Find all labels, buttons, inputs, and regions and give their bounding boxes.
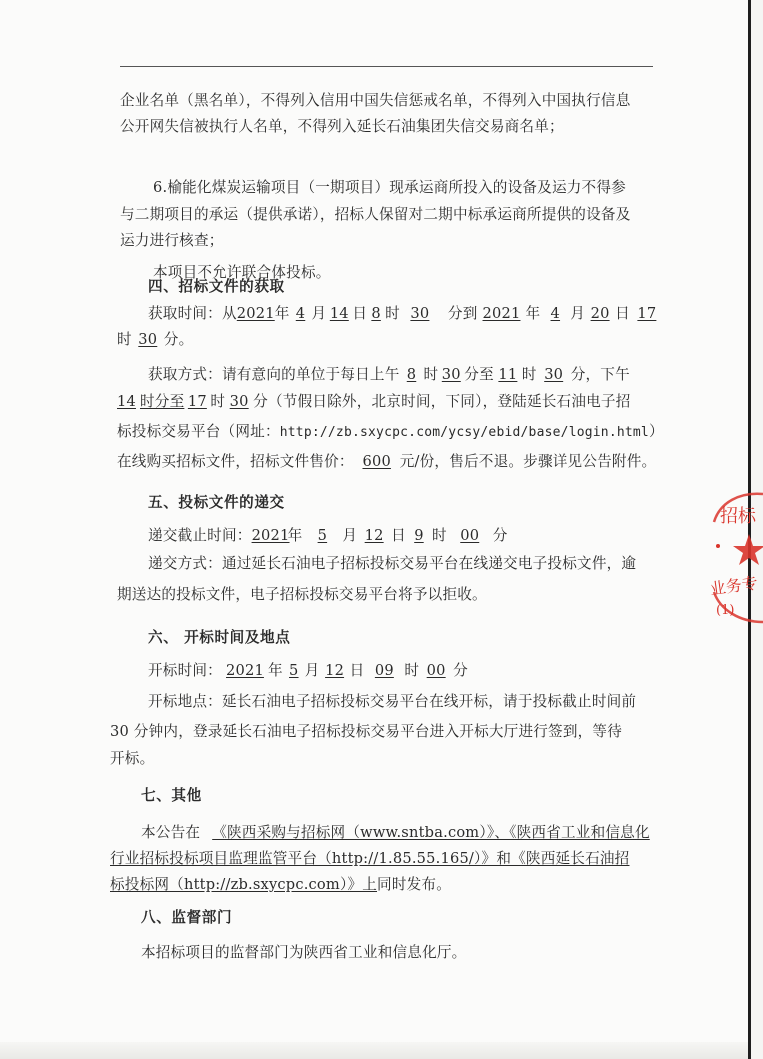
unit: 日 xyxy=(349,662,365,679)
label: 分，下午 xyxy=(570,366,630,383)
unit: 时 xyxy=(210,393,226,410)
acquire-method-line-3 xyxy=(117,419,664,446)
year-value: 2021 xyxy=(482,305,521,322)
publish-line-3 xyxy=(110,872,451,898)
unit: 时 xyxy=(423,366,439,383)
minute-value: 30 xyxy=(441,366,461,383)
hour-value: 11 xyxy=(498,366,518,383)
hour-value: 8 xyxy=(371,305,381,322)
text: 标投标交易平台（网址： xyxy=(117,423,280,440)
day-value: 12 xyxy=(325,662,345,679)
publish-site-link: 标投标网（http://zb.sxycpc.com）》上 xyxy=(110,876,378,893)
hour-value: 9 xyxy=(414,527,424,544)
minute-value: 00 xyxy=(426,662,446,679)
acquire-time-line-2 xyxy=(117,327,193,353)
unit: 月 xyxy=(570,305,586,322)
text: 元/份，售后不退。步骤详见公告附件。 xyxy=(399,453,657,470)
text-line: 开标地点：延长石油电子招标投标交易平台在线开标，请于投标截止时间前 xyxy=(148,693,637,710)
label: 获取方式：请有意向的单位于每日上午 xyxy=(148,366,400,383)
text-line: 本招标项目的监督部门为陕西省工业和信息化厅。 xyxy=(141,944,467,961)
day-value: 12 xyxy=(364,527,384,544)
hour-value: 17 xyxy=(187,393,207,410)
publish-line-2 xyxy=(110,846,629,872)
page-shadow xyxy=(0,1042,748,1059)
label: 递交截止时间： xyxy=(148,527,252,544)
unit: 时 xyxy=(385,305,400,322)
year-value: 2021 xyxy=(236,305,275,322)
publish-site-link: 《陕西采购与招标网（www.sntba.com）》、《陕西省工业和信息化 xyxy=(212,824,650,841)
unit: 日 xyxy=(615,305,630,322)
year-value: 2021 xyxy=(251,527,290,544)
year-value: 2021 xyxy=(226,662,264,679)
hour-value: 09 xyxy=(374,662,394,679)
acquire-time-line xyxy=(148,301,664,327)
minute-value: 30 xyxy=(229,393,249,410)
open-time-line xyxy=(148,658,468,684)
unit: 时 xyxy=(404,662,420,679)
seal-star-icon xyxy=(733,534,763,565)
month-value: 5 xyxy=(289,662,299,679)
seal-text-bottom: (1) xyxy=(716,603,735,618)
unit: 年 xyxy=(274,305,290,322)
seal-text-middle: 业务专 xyxy=(708,573,759,599)
unit: 分 xyxy=(453,662,468,679)
minute-value: 30 xyxy=(410,305,430,322)
section-heading: 七、其他 xyxy=(141,787,202,804)
text-line: 企业名单（黑名单），不得列入信用中国失信惩戒名单，不得列入中国执行信息 xyxy=(120,92,631,109)
text: 本公告在 xyxy=(141,824,201,841)
seal-dot xyxy=(716,544,720,548)
unit: 年 xyxy=(525,305,541,322)
text-line: 开标。 xyxy=(110,750,155,767)
text: 同时发布。 xyxy=(377,876,452,893)
unit: 分 xyxy=(492,527,508,544)
seal-text-top: 招标 xyxy=(720,506,756,527)
label: 获取时间：从 xyxy=(148,305,237,322)
section-heading: 四、招标文件的获取 xyxy=(148,278,285,295)
acquire-method-line xyxy=(148,362,630,388)
unit: 时 xyxy=(431,527,447,544)
publish-line-1 xyxy=(141,820,650,846)
hour-value: 8 xyxy=(406,366,417,383)
deadline-line xyxy=(148,523,508,549)
day-value: 14 xyxy=(329,305,349,322)
text: ） xyxy=(648,423,664,440)
text-line: 递交方式：通过延长石油电子招标投标交易平台在线递交电子投标文件，逾 xyxy=(148,555,637,572)
unit: 月 xyxy=(342,527,358,544)
unit: 分。 xyxy=(163,331,194,348)
unit: 月 xyxy=(304,662,320,679)
unit: 年 xyxy=(287,527,303,544)
hour-value: 17 xyxy=(637,305,657,322)
publish-site-link: 行业招标投标项目监理监管平台（http://1.85.55.165/）》和《陕西延长石油招 xyxy=(110,850,630,867)
unit: 日 xyxy=(391,527,406,544)
seal-graphic xyxy=(700,488,763,628)
text: 分（节假日除外，北京时间，下同），登陆延长石油电子招 xyxy=(253,393,631,410)
section-heading: 八、监督部门 xyxy=(141,909,233,926)
text-line: 6.榆能化煤炭运输项目（一期项目）现承运商所投入的设备及运力不得参 xyxy=(153,179,626,196)
unit: 时分至 xyxy=(139,393,185,410)
unit: 时 xyxy=(117,331,132,348)
text-line: 本项目不允许联合体投标。 xyxy=(153,264,331,281)
text-line: 期送达的投标文件，电子招标投标交易平台将予以拒收。 xyxy=(117,586,487,603)
label: 开标时间： xyxy=(148,662,222,679)
section-heading: 五、投标文件的递交 xyxy=(148,494,285,511)
acquire-method-line-4 xyxy=(117,449,656,475)
unit: 分至 xyxy=(464,366,494,383)
minute-value: 30 xyxy=(544,366,564,383)
minute-value: 30 xyxy=(138,331,158,348)
unit: 年 xyxy=(267,662,283,679)
section-heading: 六、 开标时间及地点 xyxy=(148,629,291,646)
acquire-method-line-2 xyxy=(117,389,631,415)
label: 分到 xyxy=(447,305,478,322)
day-value: 20 xyxy=(590,305,610,322)
price-value: 600 xyxy=(362,453,391,470)
minute-value: 00 xyxy=(460,527,480,544)
official-seal xyxy=(700,488,763,628)
month-value: 4 xyxy=(550,305,561,322)
text: 在线购买招标文件，招标文件售价： xyxy=(117,453,354,470)
header-rule xyxy=(120,66,653,67)
unit: 时 xyxy=(521,366,537,383)
text-line: 公开网失信被执行人名单，不得列入延长石油集团失信交易商名单； xyxy=(120,118,564,135)
month-value: 4 xyxy=(295,305,306,322)
platform-url: http://zb.sxycpc.com/ycsy/ebid/base/login.html xyxy=(279,425,649,440)
unit: 日 xyxy=(352,305,368,322)
unit: 月 xyxy=(311,305,327,322)
text-line: 30 分钟内，登录延长石油电子招标投标交易平台进入开标大厅进行签到，等待 xyxy=(110,723,623,740)
text-line: 与二期项目的承运（提供承诺），招标人保留对二期中标承运商所提供的设备及 xyxy=(120,206,631,223)
month-value: 5 xyxy=(317,527,328,544)
hour-value: 14 xyxy=(117,393,136,410)
text-line: 运力进行核查； xyxy=(120,232,224,249)
